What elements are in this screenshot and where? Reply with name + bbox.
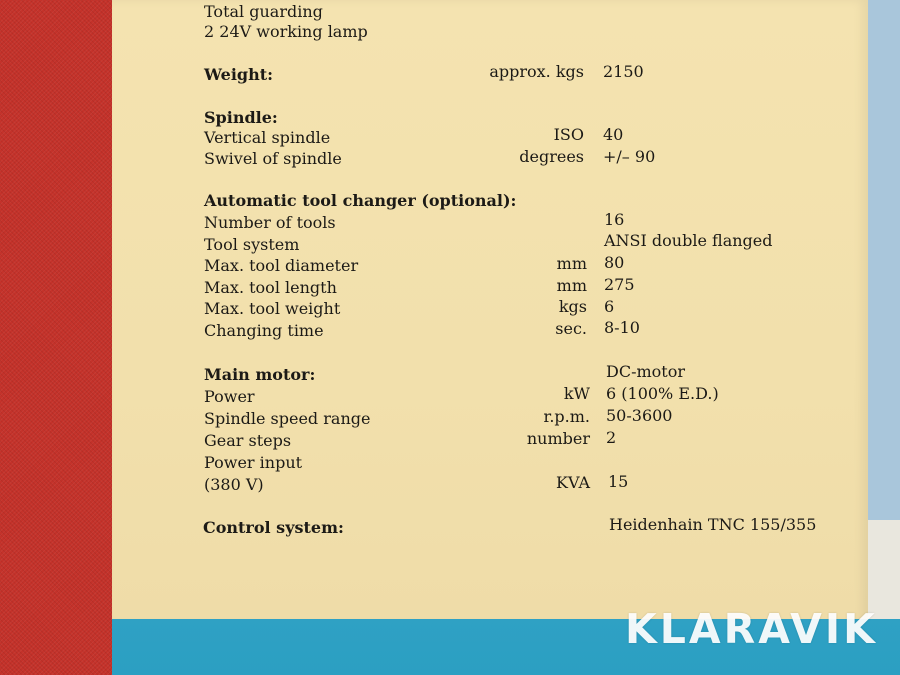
motor-label: Gear steps bbox=[204, 431, 292, 450]
atc-label: Max. tool diameter bbox=[204, 256, 359, 275]
atc-value: 275 bbox=[604, 275, 635, 294]
atc-value: 80 bbox=[604, 253, 625, 272]
atc-label: Changing time bbox=[204, 321, 324, 340]
motor-unit: KVA bbox=[556, 473, 590, 492]
control-value: Heidenhain TNC 155/355 bbox=[609, 515, 817, 534]
atc-unit: kgs bbox=[558, 297, 587, 316]
weight-heading: Weight: bbox=[204, 65, 274, 84]
control-heading: Control system: bbox=[203, 518, 344, 537]
spindle-value: 40 bbox=[603, 125, 624, 144]
atc-value: 16 bbox=[604, 210, 625, 229]
motor-unit: number bbox=[526, 429, 590, 448]
spindle-label: Swivel of spindle bbox=[204, 149, 342, 168]
atc-heading: Automatic tool changer (optional): bbox=[204, 191, 517, 210]
atc-value: 8-10 bbox=[604, 318, 640, 337]
motor-value: 50-3600 bbox=[606, 406, 673, 425]
motor-heading-value: DC-motor bbox=[606, 362, 685, 381]
motor-unit: r.p.m. bbox=[543, 407, 590, 426]
motor-label: Power input bbox=[204, 453, 303, 472]
spindle-unit: ISO bbox=[553, 125, 584, 144]
motor-label: Power bbox=[204, 387, 255, 406]
atc-value: 6 bbox=[604, 297, 615, 316]
motor-label: Spindle speed range bbox=[204, 409, 371, 428]
weight-unit: approx. kgs bbox=[489, 62, 584, 81]
motor-unit: kW bbox=[563, 384, 590, 403]
spindle-heading: Spindle: bbox=[204, 108, 278, 127]
motor-label: (380 V) bbox=[204, 475, 264, 494]
spindle-value: +/– 90 bbox=[603, 147, 656, 166]
atc-label: Max. tool weight bbox=[204, 299, 341, 318]
intro-line: 2 24V working lamp bbox=[204, 22, 368, 41]
atc-label: Number of tools bbox=[204, 213, 336, 232]
atc-label: Tool system bbox=[204, 235, 300, 254]
atc-unit: sec. bbox=[555, 319, 587, 338]
red-binder-panel bbox=[0, 0, 116, 675]
atc-unit: mm bbox=[556, 276, 587, 295]
motor-value: 15 bbox=[608, 472, 629, 491]
weight-value: 2150 bbox=[603, 62, 644, 81]
intro-line: Total guarding bbox=[204, 2, 323, 21]
motor-value: 2 bbox=[606, 428, 617, 447]
atc-unit: mm bbox=[556, 254, 587, 273]
atc-label: Max. tool length bbox=[204, 278, 337, 297]
atc-value: ANSI double flanged bbox=[604, 231, 773, 250]
spindle-label: Vertical spindle bbox=[204, 128, 331, 147]
klaravik-watermark: KLARAVIK bbox=[625, 605, 878, 653]
spindle-unit: degrees bbox=[519, 147, 584, 166]
motor-heading: Main motor: bbox=[204, 365, 316, 384]
motor-value: 6 (100% E.D.) bbox=[606, 384, 719, 403]
